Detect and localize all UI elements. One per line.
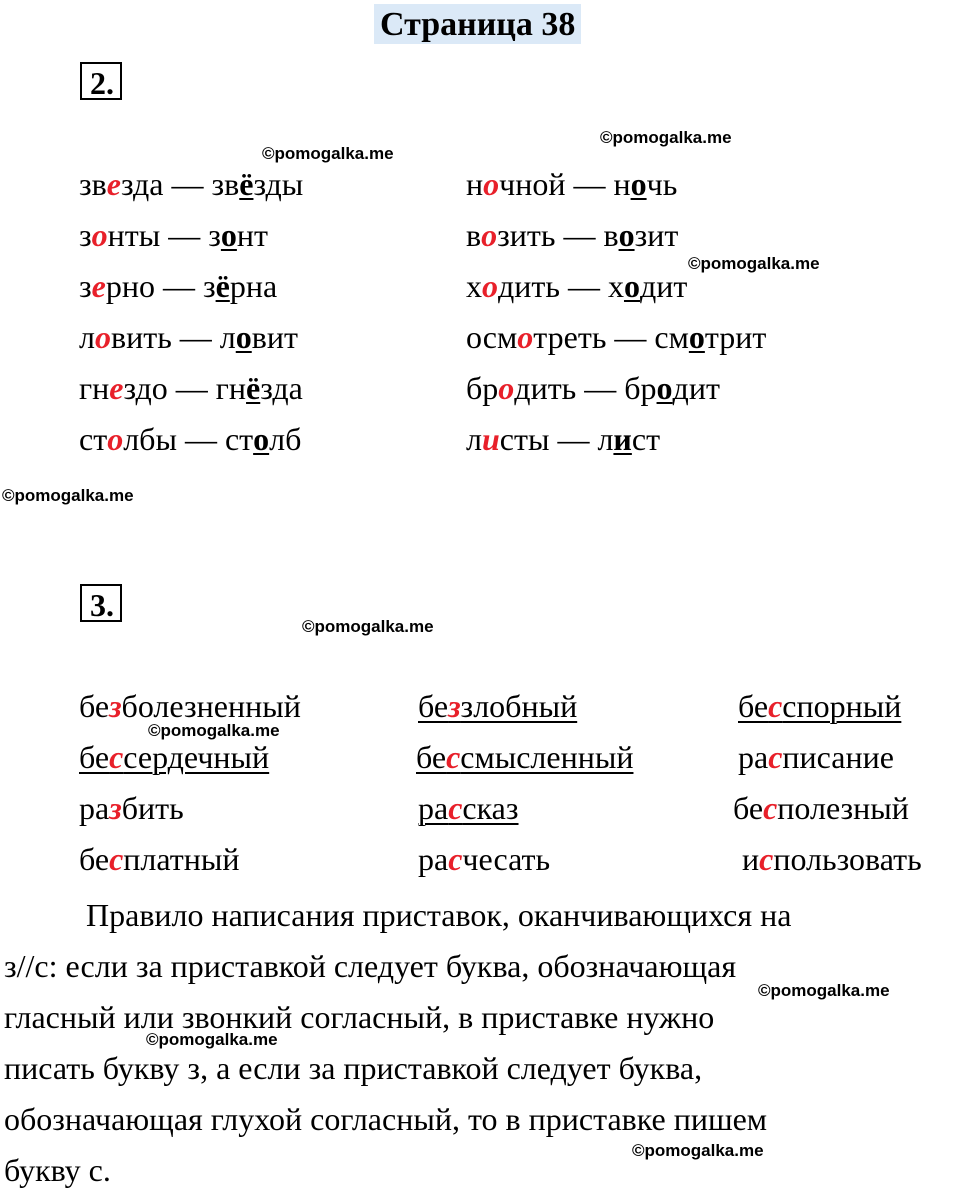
word-part: лбы — ст: [123, 421, 254, 457]
prefix-consonant: з: [448, 688, 461, 724]
word-part: зда — зв: [120, 166, 240, 202]
watermark: ©pomogalka.me: [758, 981, 890, 1000]
word-part: ра: [79, 790, 110, 826]
prefix-consonant: с: [763, 790, 778, 826]
word-part: смысленный: [460, 739, 634, 775]
task-2-number: 2.: [80, 62, 122, 100]
word-pair-right-4: [466, 319, 766, 355]
stressed-vowel: ё: [239, 166, 254, 202]
prefix-consonant: с: [759, 841, 774, 877]
word-part: здо — гн: [123, 370, 247, 406]
rule-line: букву с.: [4, 1152, 111, 1188]
word-part: бе: [416, 739, 447, 775]
rule-line: обозначающая глухой согласный, то в приставке пишем: [4, 1101, 768, 1137]
word-pair-right-1: [466, 166, 677, 202]
prefix-word-5: [416, 739, 633, 775]
prefix-word-11: [418, 841, 550, 877]
unstressed-vowel: о: [94, 319, 111, 355]
word-part: гн: [79, 370, 110, 406]
unstressed-vowel: о: [107, 421, 124, 457]
word-pair-left-2: [79, 217, 268, 253]
task-3-number: 3.: [80, 584, 122, 622]
stressed-vowel: ё: [246, 370, 261, 406]
unstressed-vowel: о: [483, 166, 500, 202]
rule-line: писать букву з, а если за приставкой следует буква,: [4, 1050, 703, 1086]
word-part: л: [466, 421, 482, 457]
prefix-consonant: с: [448, 790, 463, 826]
unstressed-vowel: и: [481, 421, 500, 457]
stressed-vowel: о: [220, 217, 237, 253]
word-pair-left-1: [79, 166, 303, 202]
rule-line: Правило написания приставок, оканчивающихся на: [86, 897, 792, 933]
prefix-word-8: [418, 790, 519, 826]
word-part: чесать: [462, 841, 551, 877]
word-part: полезный: [777, 790, 909, 826]
word-part: зить — в: [497, 217, 619, 253]
word-part: рно — з: [105, 268, 216, 304]
word-pair-left-3: [79, 268, 277, 304]
prefix-consonant: с: [109, 841, 124, 877]
word-part: треть — см: [533, 319, 689, 355]
word-part: з: [79, 268, 92, 304]
stressed-vowel: о: [688, 319, 705, 355]
prefix-word-9: [733, 790, 909, 826]
prefix-consonant: с: [768, 688, 783, 724]
word-part: и: [742, 841, 760, 877]
rule-line: гласный или звонкий согласный, в приставке нужно: [4, 999, 715, 1035]
word-part: сказ: [462, 790, 519, 826]
word-part: бр: [466, 370, 499, 406]
word-part: вить — л: [110, 319, 236, 355]
word-part: ст: [631, 421, 661, 457]
word-part: х: [466, 268, 482, 304]
word-part: бе: [79, 841, 110, 877]
stressed-vowel: о: [630, 166, 647, 202]
stressed-vowel: и: [613, 421, 632, 457]
watermark: ©pomogalka.me: [600, 128, 732, 147]
word-part: чной — н: [499, 166, 631, 202]
word-part: нты — з: [107, 217, 221, 253]
stressed-vowel: о: [618, 217, 635, 253]
watermark: ©pomogalka.me: [632, 1141, 764, 1160]
prefix-word-4: [79, 739, 269, 775]
word-part: бе: [79, 739, 110, 775]
unstressed-vowel: о: [517, 319, 534, 355]
unstressed-vowel: е: [91, 268, 106, 304]
unstressed-vowel: е: [106, 166, 121, 202]
unstressed-vowel: о: [91, 217, 108, 253]
watermark: ©pomogalka.me: [148, 721, 280, 740]
word-part: спорный: [782, 688, 902, 724]
word-part: бе: [733, 790, 764, 826]
stressed-vowel: о: [623, 268, 640, 304]
word-part: бе: [418, 688, 449, 724]
word-part: ра: [418, 841, 449, 877]
word-pair-left-4: [79, 319, 298, 355]
watermark: ©pomogalka.me: [262, 144, 394, 163]
unstressed-vowel: о: [498, 370, 515, 406]
word-pair-right-3: [466, 268, 687, 304]
word-part: трит: [704, 319, 767, 355]
watermark: ©pomogalka.me: [688, 254, 820, 273]
prefix-consonant: с: [768, 739, 783, 775]
word-part: дит: [639, 268, 688, 304]
prefix-word-1: [79, 688, 301, 724]
prefix-word-6: [738, 739, 894, 775]
stressed-vowel: о: [656, 370, 673, 406]
word-part: в: [466, 217, 482, 253]
word-part: нт: [236, 217, 268, 253]
word-part: бе: [738, 688, 769, 724]
word-part: болезненный: [121, 688, 301, 724]
word-part: ра: [418, 790, 449, 826]
word-part: осм: [466, 319, 518, 355]
word-part: л: [79, 319, 95, 355]
word-part: дить — бр: [514, 370, 657, 406]
prefix-consonant: с: [109, 739, 124, 775]
word-part: зда: [260, 370, 303, 406]
word-part: писание: [782, 739, 894, 775]
prefix-consonant: с: [448, 841, 463, 877]
word-part: з: [79, 217, 92, 253]
prefix-word-10: [79, 841, 239, 877]
rule-line: з//с: если за приставкой следует буква, обозначающая: [4, 948, 737, 984]
word-part: сты — л: [499, 421, 614, 457]
word-pair-right-5: [466, 370, 720, 406]
word-part: платный: [123, 841, 240, 877]
unstressed-vowel: е: [109, 370, 124, 406]
word-part: бить: [121, 790, 184, 826]
word-part: н: [466, 166, 484, 202]
unstressed-vowel: о: [482, 268, 498, 304]
watermark: ©pomogalka.me: [302, 617, 434, 636]
prefix-word-2: [418, 688, 577, 724]
prefix-word-7: [79, 790, 184, 826]
stressed-vowel: ё: [215, 268, 230, 304]
watermark: ©pomogalka.me: [2, 486, 134, 505]
prefix-consonant: с: [446, 739, 461, 775]
word-pair-left-6: [79, 421, 301, 457]
unstressed-vowel: о: [481, 217, 498, 253]
word-part: чь: [646, 166, 678, 202]
prefix-word-12: [742, 841, 922, 877]
word-pair-right-2: [466, 217, 678, 253]
word-part: дить — х: [498, 268, 624, 304]
word-part: рна: [229, 268, 278, 304]
prefix-consonant: з: [109, 688, 122, 724]
stressed-vowel: о: [253, 421, 270, 457]
word-part: вит: [251, 319, 298, 355]
word-pair-right-6: [466, 421, 660, 457]
word-part: зды: [253, 166, 304, 202]
word-part: ра: [738, 739, 769, 775]
word-part: зит: [634, 217, 679, 253]
rule-text: [0, 890, 960, 1196]
word-part: зв: [79, 166, 107, 202]
word-part: ст: [79, 421, 108, 457]
watermark: ©pomogalka.me: [146, 1030, 278, 1049]
word-part: дит: [672, 370, 720, 406]
word-part: пользовать: [773, 841, 922, 877]
prefix-consonant: з: [109, 790, 122, 826]
page-title: Страница 38: [374, 4, 581, 44]
word-pair-left-5: [79, 370, 303, 406]
word-part: сердечный: [123, 739, 270, 775]
stressed-vowel: о: [235, 319, 252, 355]
prefix-word-3: [738, 688, 901, 724]
word-part: бе: [79, 688, 110, 724]
word-part: лб: [269, 421, 302, 457]
word-part: злобный: [460, 688, 578, 724]
